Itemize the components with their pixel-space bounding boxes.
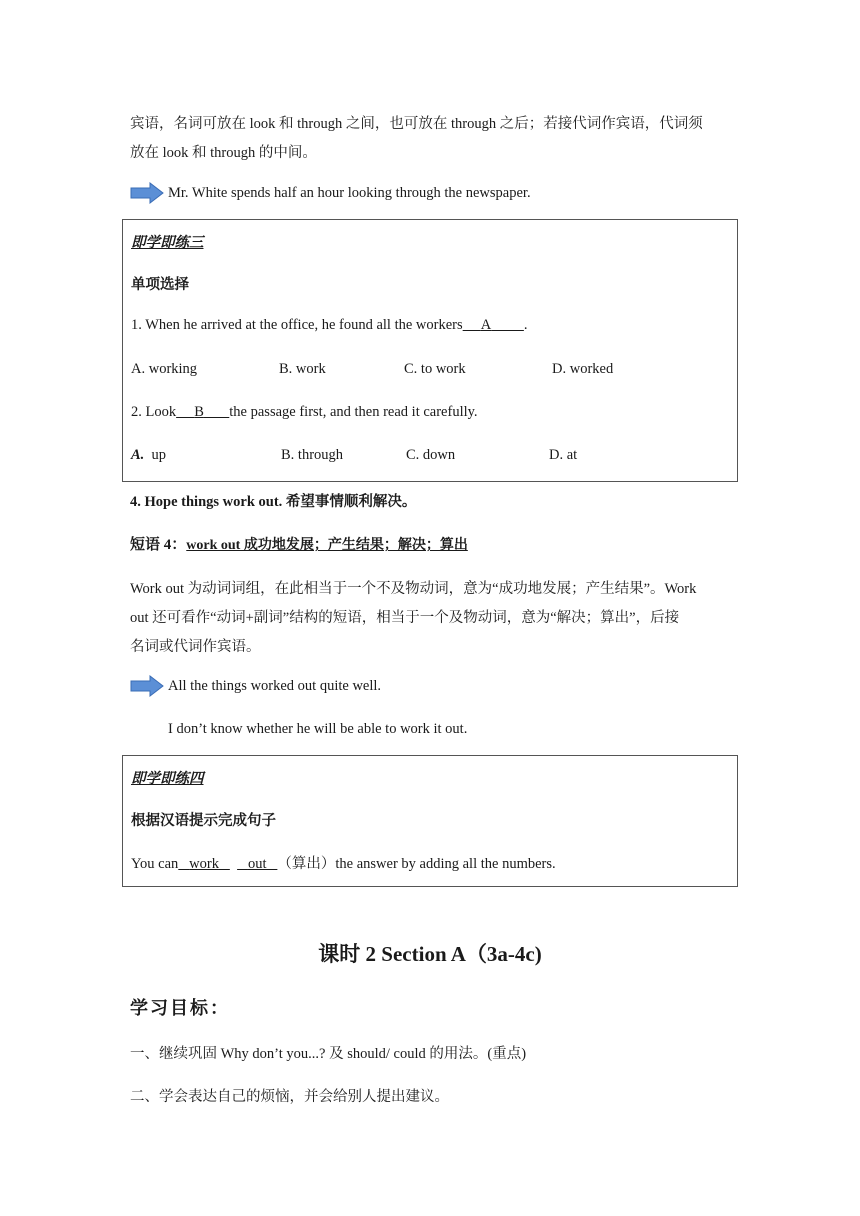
option-c: C. down — [406, 447, 456, 463]
arrow-right-icon — [130, 182, 164, 204]
practice-title: 即学即练三 — [131, 235, 204, 251]
question-suffix: . — [523, 317, 528, 333]
option-a — [131, 447, 166, 464]
goal-1: 一、继续巩固 Why don’t you...? 及 should/ could 的用法。(重点) — [130, 1046, 527, 1062]
answer-blank — [176, 404, 229, 420]
example-sentence-2: I don’t know whether he will be able to work it out. — [168, 721, 468, 737]
phrase-label: 短语 4： — [130, 537, 187, 553]
goals-heading: 学习目标： — [130, 998, 230, 1018]
explain-line-1: Work out 为动词词组，在此相当于一个不及物动词，意为“成功地发展；产生结果”。Work — [130, 581, 697, 597]
practice-box-4 — [122, 755, 738, 887]
question-2 — [131, 404, 478, 421]
option-c: C. to work — [404, 361, 466, 377]
practice-title: 即学即练四 — [131, 771, 204, 787]
example-sentence: Mr. White spends half an hour looking through the newspaper. — [168, 185, 531, 201]
option-d: D. at — [549, 447, 578, 463]
goal-2: 二、学会表达自己的烦恼，并会给别人提出建议。 — [130, 1089, 449, 1105]
question-text: 2. Look — [131, 404, 177, 420]
phrase-line — [130, 533, 468, 554]
intro-line-1: 宾语，名词可放在 look 和 through 之间，也可放在 through 之后；若接代词作宾语，代词须 — [130, 116, 703, 132]
explain-line-3: 名词或代词作宾语。 — [130, 639, 261, 655]
phrase-text: work out 成功地发展；产生结果；解决；算出 — [186, 538, 468, 553]
option-letter: A. — [131, 447, 145, 463]
question-suffix: the passage first, and then read it carefully. — [229, 404, 478, 420]
option-b: B. through — [281, 447, 344, 463]
practice-box-3 — [122, 219, 738, 482]
question-1 — [131, 317, 528, 334]
option-b: B. work — [279, 361, 326, 377]
answer-value: A — [480, 317, 492, 333]
explain-line-2: out 还可看作“动词+副词”结构的短语，相当于一个及物动词，意为“解决；算出”，后接 — [130, 610, 680, 626]
practice-subtitle: 单项选择 — [131, 277, 189, 293]
option-text: up — [151, 447, 167, 463]
option-a: A. working — [131, 361, 198, 377]
heading-english: 4. Hope things work out. — [130, 494, 283, 510]
option-d: D. worked — [552, 361, 614, 377]
question-text: 1. When he arrived at the office, he found all the workers — [131, 317, 463, 333]
intro-line-2: 放在 look 和 through 的中间。 — [130, 145, 317, 161]
arrow-right-icon — [130, 675, 164, 697]
example-sentence-1: All the things worked out quite well. — [168, 678, 382, 694]
answer-blank-1 — [178, 856, 230, 872]
answer-value: B — [194, 404, 204, 420]
point-heading — [130, 490, 416, 511]
chinese-hint: （算出） — [277, 856, 336, 872]
answer-value: work — [189, 856, 219, 872]
answer-blank — [463, 317, 524, 333]
practice-subtitle: 根据汉语提示完成句子 — [131, 813, 276, 829]
answer-blank-2 — [237, 856, 277, 872]
sentence-prefix: You can — [131, 856, 179, 872]
heading-chinese: 希望事情顺利解决。 — [285, 494, 417, 510]
answer-value: out — [247, 856, 267, 872]
sentence-suffix: the answer by adding all the numbers. — [335, 856, 556, 872]
lesson-title: 课时 2 Section A（3a-4c) — [318, 942, 542, 966]
fill-sentence — [131, 852, 556, 873]
